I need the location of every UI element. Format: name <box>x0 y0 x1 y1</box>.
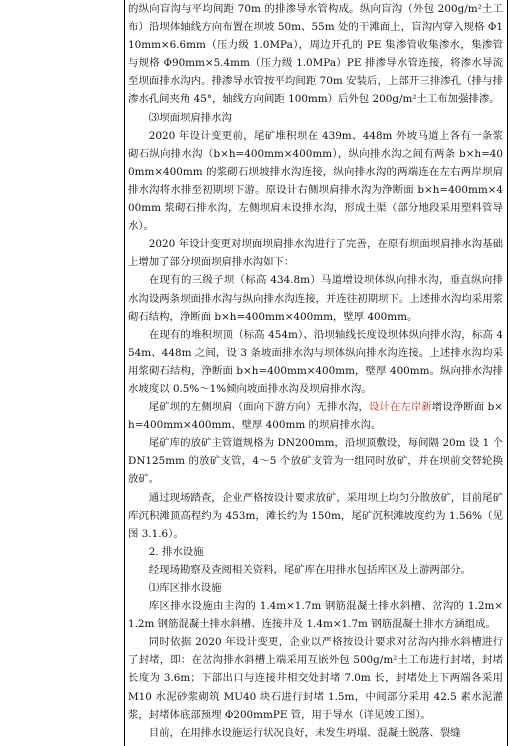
paragraph: 的纵向盲沟与平均间距 70m 的排渗导水管构成。纵向盲沟（外包 200g/m²土工布）沿坝体轴线方向布置在坝坡 50m、55m 处的干滩面上，盲沟内穿入规格 Φ110mm×6.6mm（压力级 1.0MPa），周边开孔的 PE 集渗管收集渗水，集渗管与规格 Φ90mm×5.4mm（压力级 1.0MPa）PE 排渗导水管连接，将渗水导流至坝面排水沟内。排渗导水管按平均间距 70m 安装后，上部开三排渗孔（排与排渗水孔间夹角 45°，轴线方向间距 100mm）后外包 200g/m²土工布加强排渗。 <box>128 3 503 106</box>
paragraph: 经现场勘察及查阅相关资料，尾矿库在用排水包括库区及上游两部分。 <box>148 563 471 576</box>
section-heading: ⑴库区排水设施 <box>148 582 222 594</box>
paragraph: 在现有的堆积坝顶（标高 454m）、沿坝轴线长度设坝体纵向排水沟，标高 454m、448m 之间，设 3 条坡面排水沟与坝体纵向排水沟连接。上述排水沟均采用浆砌石结构，浄断面 b×h=400mm×400mm，壁厚 400mm。纵向排水沟排水坡度以 0.5%～1%倾向坡面排水沟及坝肩排水沟。 <box>128 328 503 395</box>
paragraph: 通过现场踏查，企业严格按设计要求放矿，采用坝上均匀分散放矿，目前尾矿库沉积滩顶高程约为 453m，滩长约为 150m，尾矿沉积滩坡度约为 1.56%（见图 3.1.6）。 <box>128 491 503 540</box>
paragraph: 目前，在用排水设施运行状况良好，未发生坍塌、混凝土脱落、裂缝 <box>148 726 461 739</box>
paragraph <box>128 398 503 434</box>
table-border-right <box>507 0 508 746</box>
highlighted-text: 设计在左岸新 <box>368 401 432 414</box>
paragraph-text: 增设浄断面 b×h=400mm×400mm、壁厚 400mm 的坝肩排水沟。 <box>128 401 504 432</box>
paragraph: 2020 年设计变更对坝面坝肩排水沟进行了完善，在原有坝面坝肩排水沟基础上增加了部分坝面坝肩排水沟如下： <box>128 238 503 269</box>
paragraph: 在现有的三级子坝（标高 434.8m）马道增设坝体纵向排水沟，垂直纵向排水沟设两条坝面排水沟与纵向排水沟连接，并连往初期坝下。上述排水沟均采用浆砌石结构，浄断面 b×h=400mm×400mm，壁厚 400mm。 <box>128 274 503 323</box>
section-heading: ⑶坝面坝肩排水沟 <box>148 111 232 124</box>
paragraph: 尾矿库的放矿主管道规格为 DN200mm，沿坝顶敷设，每间隔 20m 设 1 个 DN125mm 的放矿支管，4～5 个放矿支管为一组同时放矿，并在坝前交替轮换放矿。 <box>128 437 503 486</box>
paragraph-text: 尾矿坝的左侧坝肩（面向下游方向）无排水沟， <box>148 401 369 414</box>
paragraph: 库区排水设施由主沟的 1.4m×1.7m 钢筋混凝土排水斜槽、岔沟的 1.2m×1.2m 钢筋混凝土排水斜槽、连接井及 1.4m×1.7m 钢筋混凝土排水方涵组成。 <box>128 600 503 631</box>
document-body <box>128 0 503 742</box>
table-border-left <box>124 0 125 746</box>
paragraph: 同时依据 2020 年设计变更，企业以严格按设计要求对岔沟内排水斜槽进行了封堵，即：在岔沟排水斜槽上端采用互嵌外包 500g/m²土工布进行封堵，封堵长度为 3.6m；下部出口与连接井相交处封堵 7.0m 长，封堵处上下两端各采用 M10 水泥砂浆砌筑 MU40 块石进行封堵 1.5m，中间部分采用 42.5 素水泥灌浆，封堵体底部预埋 Φ200mmPE 管，用于导水（详见竣工图）。 <box>128 636 503 721</box>
paragraph: 2020 年设计变更前，尾矿堆积坝在 439m、448m 外坡马道上各有一条浆砌石纵向排水沟（b×h=400mm×400mm），纵向排水沟之间有两条 b×h=400mm×400mm 的浆砌石坝坡排水沟连接，纵向排水沟的两端连在左右两岸坝肩排水沟将水排至初期坝下游。原设计右侧坝肩排水沟为浄断面 b×h=400mm×400mm 浆砌石排水沟，左侧坝肩未设排水沟，形成土渠（部分地段采用塑料管导水）。 <box>128 129 503 233</box>
section-heading: 2. 排水设施 <box>148 545 204 558</box>
